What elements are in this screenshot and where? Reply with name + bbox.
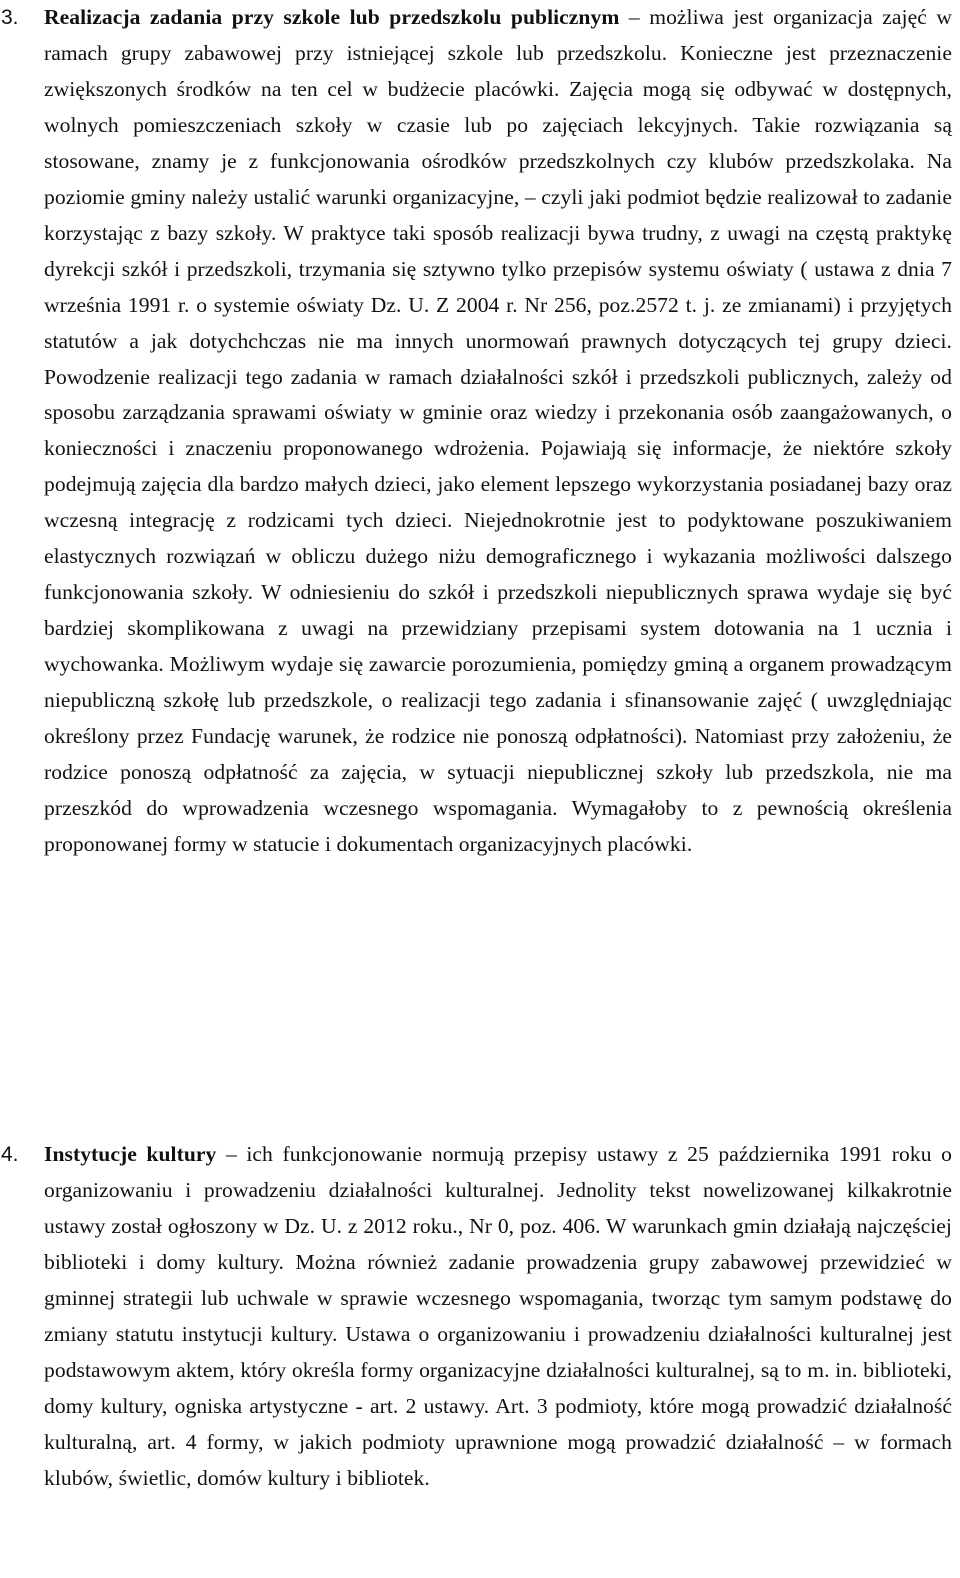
paragraph-school-preschool (44, 0, 952, 863)
heading-dash: – (216, 1142, 247, 1166)
list-number: 3. (1, 6, 19, 29)
item-body: możliwa jest organizacja zajęć w ramach grupy zabawowej przy istniejącej szkole lub przedszkolu. Konieczne jest przeznaczenie zwiększonych środków na ten cel w budżecie placówki. Zajęcia mogą się odbywać w dostępnych, wolnych pomieszczeniach szkoły w czasie lub po zajęciach lekcyjnych. Takie rozwiązania są stosowane, znamy je z funkcjonowania ośrodków przedszkolnych czy klubów przedszkolaka. Na poziomie gminy należy ustalić warunki organizacyjne, – czyli jaki podmiot będzie realizował to zadanie korzystając z bazy szkoły. W praktyce taki sposób realizacji bywa trudny, z uwagi na częstą praktykę dyrekcji szkół i przedszkoli, trzymania się sztywno tylko przepisów systemu oświaty ( ustawa z dnia 7 września 1991 r. o systemie oświaty Dz. U. Z 2004 r. Nr 256, poz.2572 t. j. ze zmianami) i przyjętych statutów a jak dotychchczas nie ma innych unormowań prawnych dotyczących tej grupy dzieci. Powodzenie realizacji tego zadania w ramach działalności szkół i przedszkoli publicznych, zależy od sposobu zarządzania sprawami oświaty w gminie oraz wiedzy i przekonania osób zaangażowanych, o konieczności i znaczeniu proponowanego wdrożenia. Pojawiają się informacje, że niektóre szkoły podejmują zajęcia dla bardzo małych dzieci, jako element lepszego wykorzystania posiadanej bazy oraz wczesną integrację z rodzicami tych dzieci. Niejednokrotnie jest to podyktowane poszukiwaniem elastycznych rozwiązań w obliczu dużego niżu demograficznego i wykazania możliwości dalszego funkcjonowania szkoły. W odniesieniu do szkół i przedszkoli niepublicznych sprawa wydaje się być bardziej skomplikowana z uwagi na przewidziany przepisami system dotowania na 1 ucznia i wychowanka. Możliwym wydaje się zawarcie porozumienia, pomiędzy gminą a organem prowadzącym niepubliczną szkołę lub przedszkole, o realizacji tego zadania i sfinansowanie zajęć ( uwzględniając określony przez Fundację warunek, że rodzice nie ponoszą odpłatności). Natomiast przy założeniu, że rodzice ponoszą odpłatność za zajęcia, w sytuacji niepublicznej szkoły lub przedszkola, nie ma przeszkód do wprowadzenia wczesnego wspomagania. Wymagałoby to z pewnością określenia proponowanej formy w statucie i dokumentach organizacyjnych placówki. (44, 5, 952, 856)
list-item-4 (0, 1137, 952, 1497)
paragraph-culture-institutions (44, 1137, 952, 1497)
heading-dash: – (619, 5, 650, 29)
list-number: 4. (1, 1143, 19, 1166)
item-heading: Realizacja zadania przy szkole lub przedszkolu publicznym (44, 5, 620, 29)
item-body: ich funkcjonowanie normują przepisy ustawy z 25 października 1991 roku o organizowaniu i prowadzeniu działalności kulturalnej. Jednolity tekst nowelizowanej kilkakrotnie ustawy został ogłoszony w Dz. U. z 2012 roku., Nr 0, poz. 406. W warunkach gmin działają najczęściej biblioteki i domy kultury. Można również zadanie prowadzenia grupy zabawowej przewidzieć w gminnej strategii lub uchwale w sprawie wczesnego wspomagania, tworząc tym samym podstawę do zmiany statutu instytucji kultury. Ustawa o organizowaniu i prowadzeniu działalności kulturalnej jest podstawowym aktem, który określa formy organizacyjne działalności kulturalnej, są to m. in. biblioteki, domy kultury, ogniska artystyczne - art. 2 ustawy. Art. 3 podmioty, które mogą prowadzić działalność kulturalną, art. 4 formy, w jakich podmioty uprawnione mogą prowadzić działalność – w formach klubów, świetlic, domów kultury i bibliotek. (44, 1142, 952, 1490)
item-heading: Instytucje kultury (44, 1142, 217, 1166)
